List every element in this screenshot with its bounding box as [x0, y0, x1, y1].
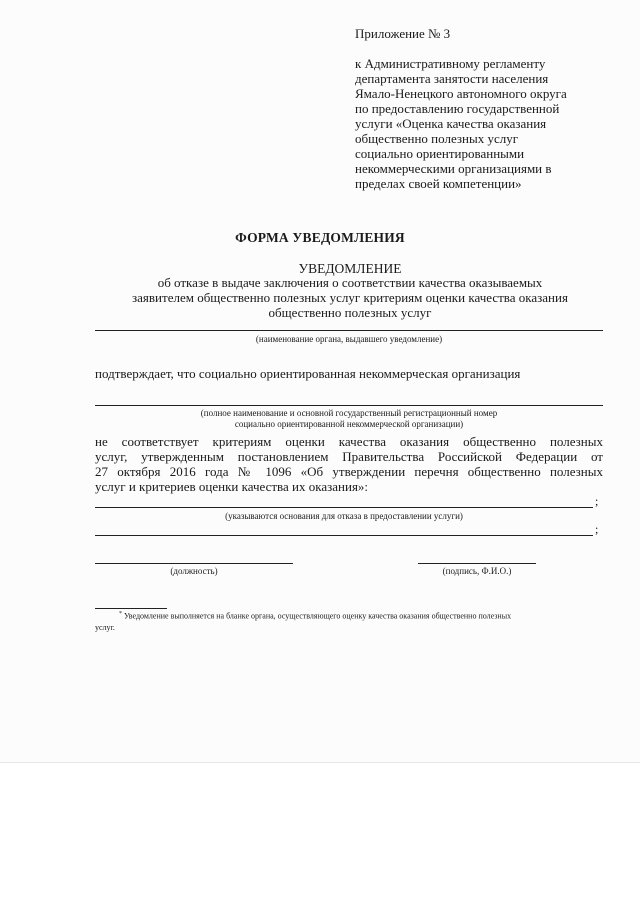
annex-line: услуги «Оценка качества оказания — [355, 116, 547, 131]
position-caption: (должность) — [170, 566, 218, 576]
noncompliance-line: 27 октября 2016 года № 1096 «Об утверждении перечня общественно полезных — [95, 464, 603, 479]
signature-caption: (подпись, Ф.И.О.) — [442, 566, 512, 576]
form-heading: ФОРМА УВЕДОМЛЕНИЯ — [235, 230, 405, 245]
annex-line: общественно полезных услуг — [355, 131, 519, 146]
signature-line — [418, 563, 536, 564]
annex-line: пределах своей компетенции» — [355, 176, 522, 191]
notice-title: УВЕДОМЛЕНИЕ — [298, 261, 402, 276]
noncompliance-paragraph — [95, 434, 603, 494]
organization-caption-line: социально ориентированной некоммерческой организации) — [234, 419, 464, 429]
semicolon-2: ; — [595, 522, 599, 536]
notice-subtitle — [95, 275, 605, 320]
noncompliance-line: услуг и критериев оценки качества их оказания»: — [95, 479, 369, 494]
noncompliance-line: услуг, утвержденным постановлением Правительства Российской Федерации от — [95, 449, 603, 464]
organization-caption-line: (полное наименование и основной государственный регистрационный номер — [200, 408, 498, 418]
organization-caption — [95, 408, 603, 430]
annex-line: некоммерческими организациями в — [355, 161, 552, 176]
annex-line: социально ориентированными — [355, 146, 525, 161]
footnote-line: услуг. — [95, 622, 115, 632]
reasons-caption: (указываются основания для отказа в предоставлении услуги) — [225, 511, 463, 521]
footnote — [95, 609, 605, 633]
notice-subtitle-line: общественно полезных услуг — [268, 305, 432, 320]
annex-line: по предоставлению государственной — [355, 101, 560, 116]
notice-subtitle-line: об отказе в выдаче заключения о соответствии качества оказываемых — [157, 275, 543, 290]
semicolon-1: ; — [595, 494, 599, 508]
annex-line: к Административному регламенту — [355, 56, 546, 71]
footnote-marker: * — [119, 611, 122, 617]
reasons-line-1 — [95, 507, 593, 508]
notice-subtitle-line: заявителем общественно полезных услуг критериям оценки качества оказания — [132, 290, 568, 305]
footnote-line: Уведомление выполняется на бланке органа, осуществляющего оценку качества оказания общественно полезных — [124, 611, 512, 621]
position-line — [95, 563, 293, 564]
noncompliance-line: не соответствует критериям оценки качества оказания общественно полезных — [95, 434, 603, 449]
annex-line: Ямало-Ненецкого автономного округа — [355, 86, 567, 101]
reasons-line-2 — [95, 535, 593, 536]
confirms-text: подтверждает, что социально ориентированная некоммерческая организация — [95, 366, 521, 381]
issuer-line — [95, 330, 603, 331]
issuer-caption: (наименование органа, выдавшего уведомление) — [255, 334, 443, 344]
annex-line: департамента занятости населения — [355, 71, 549, 86]
annex-reference — [355, 56, 567, 191]
annex-title: Приложение № 3 — [355, 26, 451, 41]
organization-line — [95, 405, 603, 406]
